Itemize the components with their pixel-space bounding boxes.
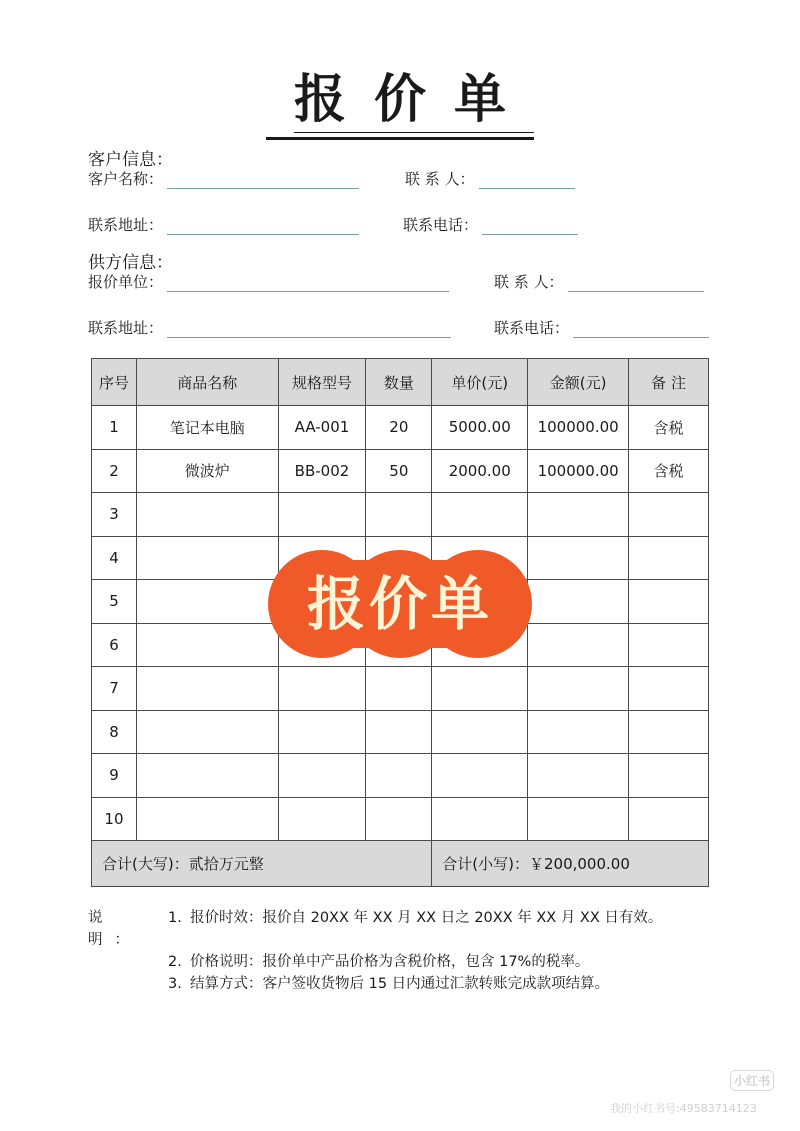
cell-remark [629, 667, 709, 711]
cell-index: 6 [92, 623, 137, 667]
cell-amount [528, 667, 629, 711]
header-unit-price: 单价(元) [432, 359, 528, 406]
note-number: 3. [168, 976, 182, 992]
watermark-logo: 小红书 [730, 1070, 774, 1091]
header-index: 序号 [92, 359, 137, 406]
supplier-address-label: 联系地址： [88, 319, 164, 337]
cell-product [136, 667, 278, 711]
cell-product [136, 580, 278, 624]
cell-quantity [366, 797, 432, 841]
table-row [92, 797, 709, 841]
customer-contact-line[interactable] [479, 170, 575, 189]
cell-product [136, 754, 278, 798]
supplier-section-label: 供方信息： [88, 253, 173, 273]
cell-remark [629, 710, 709, 754]
watermark-id: 我的小红书号:4958371412З [610, 1102, 757, 1115]
cell-amount [528, 710, 629, 754]
customer-address-field[interactable] [88, 214, 359, 235]
cell-unit-price [432, 797, 528, 841]
customer-phone-label: 联系电话： [403, 216, 479, 234]
cell-product: 笔记本电脑 [136, 406, 278, 450]
quote-stamp [268, 550, 532, 658]
cell-model: AA-001 [278, 406, 366, 450]
supplier-phone-field[interactable] [494, 317, 709, 338]
cell-model [278, 667, 366, 711]
cell-quantity: 20 [366, 406, 432, 450]
cell-unit-price [432, 710, 528, 754]
customer-address-line[interactable] [167, 216, 359, 235]
cell-index: 8 [92, 710, 137, 754]
header-quantity: 数量 [366, 359, 432, 406]
header-remark: 备 注 [629, 359, 709, 406]
cell-product [136, 710, 278, 754]
cell-unit-price: 2000.00 [432, 449, 528, 493]
supplier-contact-field[interactable] [494, 271, 704, 292]
supplier-address-field[interactable] [88, 317, 451, 338]
supplier-address-line[interactable] [167, 319, 451, 338]
customer-phone-line[interactable] [482, 216, 578, 235]
supplier-phone-line[interactable] [573, 319, 709, 338]
cell-remark [629, 623, 709, 667]
total-lower: 合计(小写)：￥200,000.00 [432, 841, 709, 887]
notes-label: 说 明： [88, 910, 141, 948]
customer-address-label: 联系地址： [88, 216, 164, 234]
cell-model [278, 493, 366, 537]
supplier-contact-line[interactable] [568, 273, 704, 292]
cell-remark: 含税 [629, 449, 709, 493]
table-header-row [92, 359, 709, 406]
cell-product [136, 493, 278, 537]
cell-amount [528, 797, 629, 841]
note-text: 报价时效：报价自 20XX 年 XX 月 XX 日之 20XX 年 XX 月 XX 日有效。 [190, 910, 663, 926]
customer-contact-field[interactable] [405, 168, 575, 189]
table-row [92, 754, 709, 798]
cell-amount: 100000.00 [528, 406, 629, 450]
cell-product: 微波炉 [136, 449, 278, 493]
cell-amount [528, 754, 629, 798]
note-row-3 [88, 973, 662, 995]
cell-index: 3 [92, 493, 137, 537]
note-text: 价格说明：报价单中产品价格为含税价格，包含 17%的税率。 [190, 954, 590, 970]
customer-name-label: 客户名称： [88, 170, 164, 188]
cell-model [278, 754, 366, 798]
note-number: 2. [168, 954, 182, 970]
stamp-text: 报价单 [306, 570, 493, 638]
supplier-company-line[interactable] [167, 273, 449, 292]
cell-quantity [366, 710, 432, 754]
cell-product [136, 797, 278, 841]
customer-section-label: 客户信息： [88, 150, 173, 170]
customer-name-field[interactable] [88, 168, 359, 189]
cell-index: 2 [92, 449, 137, 493]
supplier-company-label: 报价单位： [88, 273, 164, 291]
table-row [92, 710, 709, 754]
cell-amount [528, 536, 629, 580]
total-row [92, 841, 709, 887]
cell-index: 10 [92, 797, 137, 841]
cell-quantity [366, 754, 432, 798]
table-row [92, 493, 709, 537]
cell-amount [528, 580, 629, 624]
supplier-contact-label: 联 系 人： [494, 273, 564, 291]
cell-amount [528, 623, 629, 667]
cell-remark [629, 754, 709, 798]
note-row-1 [88, 907, 662, 951]
cell-unit-price [432, 754, 528, 798]
cell-amount [528, 493, 629, 537]
customer-name-line[interactable] [167, 170, 359, 189]
title-text: 报价单 [266, 70, 534, 140]
cell-quantity [366, 493, 432, 537]
cell-quantity [366, 667, 432, 711]
cell-index: 4 [92, 536, 137, 580]
cell-unit-price [432, 667, 528, 711]
supplier-company-field[interactable] [88, 271, 449, 292]
table-row [92, 406, 709, 450]
customer-contact-label: 联 系 人： [405, 170, 475, 188]
cell-amount: 100000.00 [528, 449, 629, 493]
note-row-2 [88, 951, 662, 973]
cell-index: 5 [92, 580, 137, 624]
cell-product [136, 623, 278, 667]
cell-quantity: 50 [366, 449, 432, 493]
total-upper: 合计(大写)：贰拾万元整 [92, 841, 432, 887]
cell-remark [629, 536, 709, 580]
cell-remark [629, 580, 709, 624]
cell-remark [629, 797, 709, 841]
header-amount: 金额(元) [528, 359, 629, 406]
table-row [92, 667, 709, 711]
cell-remark [629, 493, 709, 537]
note-number: 1. [168, 910, 182, 926]
cell-model [278, 710, 366, 754]
cell-model: BB-002 [278, 449, 366, 493]
cell-unit-price: 5000.00 [432, 406, 528, 450]
supplier-phone-label: 联系电话： [494, 319, 570, 337]
cell-index: 1 [92, 406, 137, 450]
cell-remark: 含税 [629, 406, 709, 450]
notes-section [88, 907, 662, 995]
cell-unit-price [432, 493, 528, 537]
document-title [0, 70, 800, 140]
table-row [92, 449, 709, 493]
cell-index: 9 [92, 754, 137, 798]
cell-model [278, 797, 366, 841]
cell-product [136, 536, 278, 580]
header-model: 规格型号 [278, 359, 366, 406]
cell-index: 7 [92, 667, 137, 711]
note-text: 结算方式：客户签收货物后 15 日内通过汇款转账完成款项结算。 [190, 976, 610, 992]
customer-phone-field[interactable] [403, 214, 578, 235]
header-product: 商品名称 [136, 359, 278, 406]
